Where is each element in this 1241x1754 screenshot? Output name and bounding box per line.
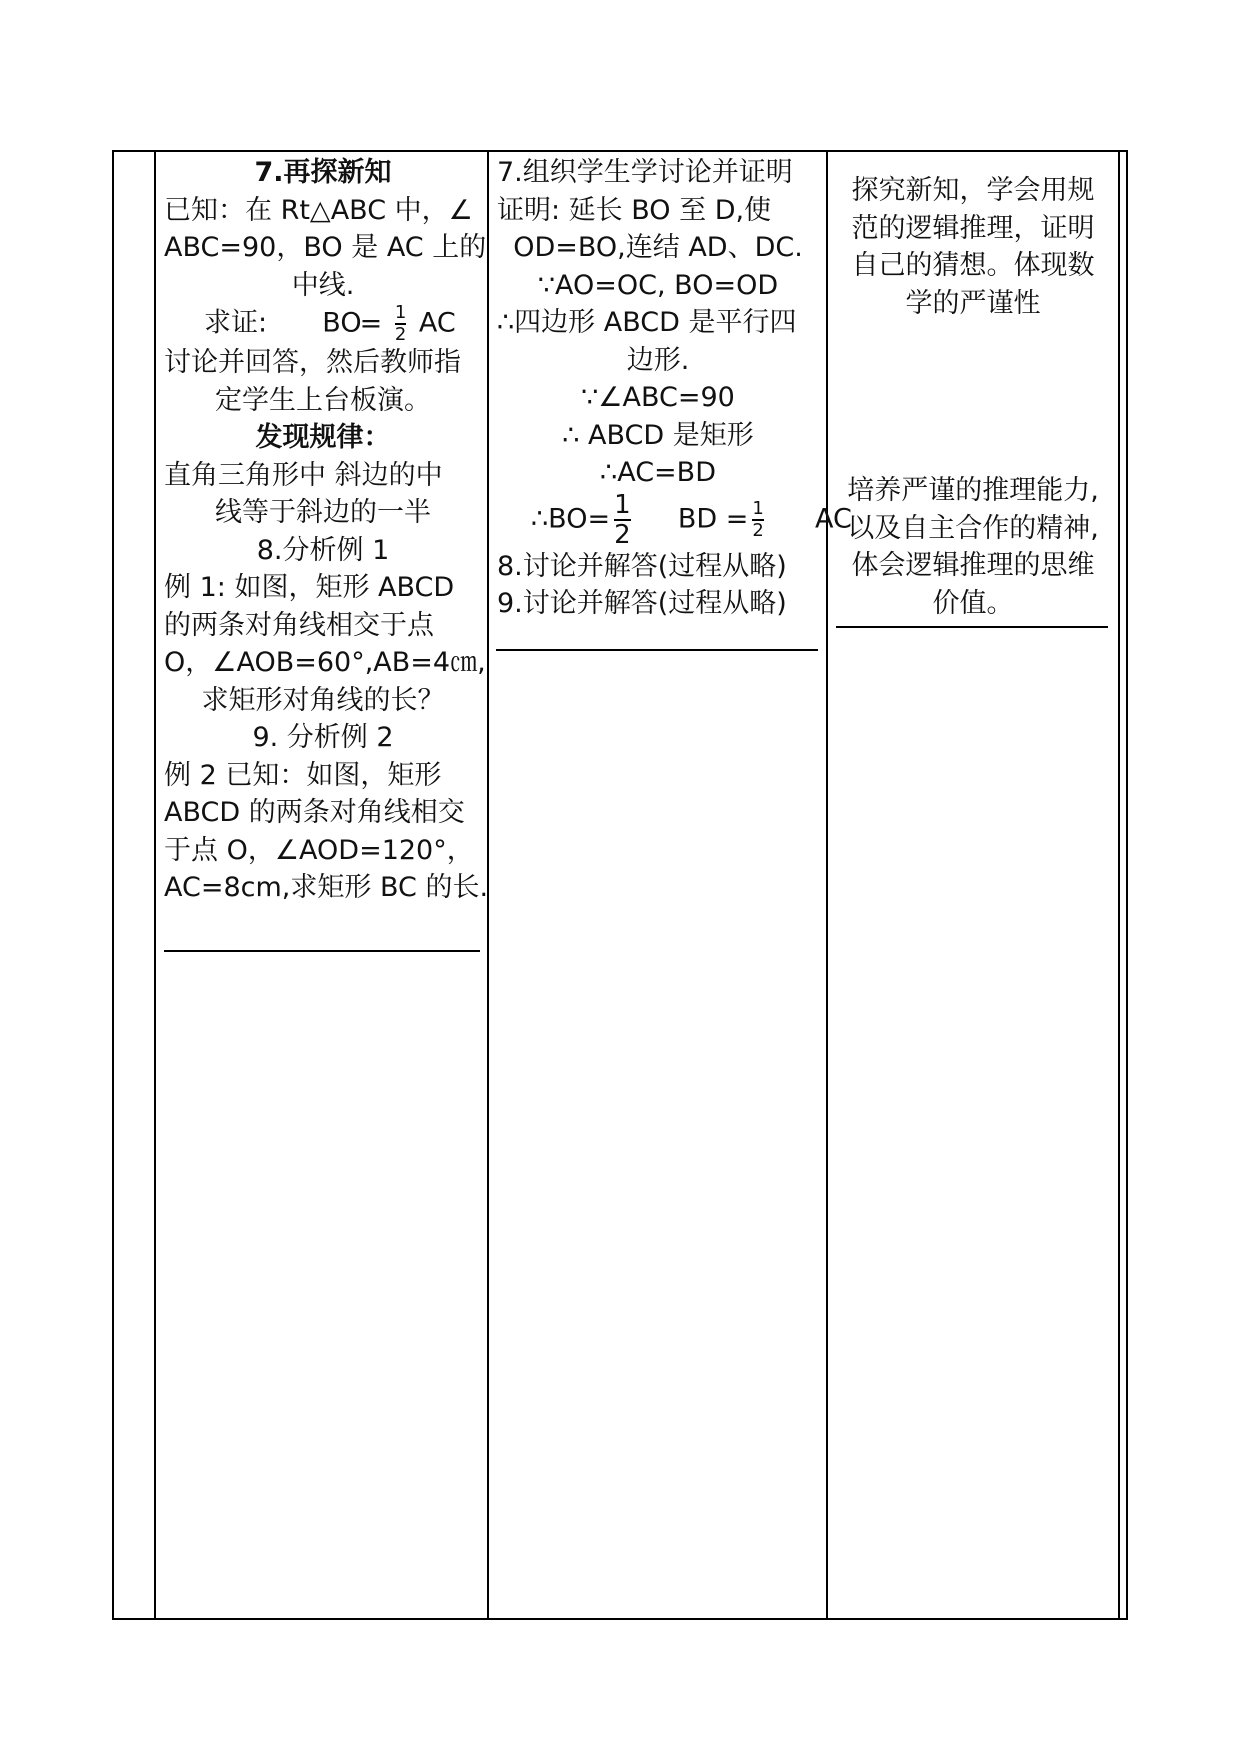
proof-bo: ∴BO= [531, 503, 611, 534]
prove-ac: AC [418, 307, 456, 339]
example-line: 例 2 已知：如图，矩形 [164, 759, 442, 791]
prove-bo: BO [322, 307, 362, 339]
example-line: 于点 O，∠AOD=120°， [164, 834, 474, 866]
intent-line: 培养严谨的推理能力, [847, 475, 1099, 506]
given-line: 中线. [291, 269, 355, 301]
fraction-numerator: 1 [752, 497, 764, 519]
fraction-numerator: 1 [614, 489, 631, 520]
example-line: AC=8cm,求矩形 BC 的长. [164, 872, 489, 903]
proof-line: OD=BO,连结 AD、DC. [513, 232, 803, 263]
discover-heading: 发现规律： [255, 422, 391, 453]
column-divider [826, 152, 828, 1618]
proof-line: ∴AC=BD [600, 457, 716, 488]
fraction-numerator: 1 [394, 302, 407, 323]
example-line: 的两条对角线相交于点 [164, 609, 434, 641]
discuss-line: 定学生上台板演。 [215, 384, 431, 416]
proof-ac: AC [815, 503, 852, 534]
design-intent-cell [836, 172, 1110, 322]
proof-line-fraction [497, 489, 852, 550]
intent-line: 学的严谨性 [905, 287, 1041, 319]
section-rule [164, 950, 480, 952]
proof-line: 8.讨论并解答(过程从略) [497, 550, 787, 582]
intent-line: 以及自主合作的精神, [847, 512, 1099, 544]
example-line: ABCD 的两条对角线相交 [164, 797, 465, 828]
fraction-half [395, 304, 406, 344]
rule-line: 线等于斜边的一半 [215, 497, 431, 528]
fraction-half [752, 497, 764, 541]
lesson-plan-table [112, 150, 1128, 1620]
proof-line: 9.讨论并解答(过程从略) [497, 588, 787, 619]
fraction-denominator: 2 [394, 324, 407, 345]
example-line: 求矩形对角线的长？ [201, 684, 445, 716]
proof-line: 证明: 延长 BO 至 D,使 [497, 194, 772, 226]
teaching-content-cell [164, 154, 489, 907]
design-intent-cell [836, 472, 1110, 622]
discuss-line: 讨论并回答，然后教师指 [164, 347, 461, 378]
fraction-half [614, 489, 631, 550]
column-divider [1118, 152, 1120, 1618]
intent-line: 体会逻辑推理的思维 [851, 550, 1095, 581]
example-heading: 8.分析例 1 [256, 534, 390, 566]
proof-line: ∵AO=OC, BO=OD [537, 269, 779, 301]
prove-line [164, 304, 482, 344]
fraction-denominator: 2 [752, 519, 764, 541]
example-line: 例 1: 如图，矩形 ABCD [164, 572, 455, 603]
teacher-activity-cell [497, 154, 852, 623]
intent-line: 范的逻辑推理，证明 [851, 212, 1095, 244]
prove-prefix: 求证: [204, 307, 268, 339]
intent-line: 自己的猜想。体现数 [851, 250, 1095, 281]
intent-line: 探究新知，学会用规 [851, 175, 1095, 206]
section-heading: 7.再探新知 [254, 157, 392, 188]
proof-line: 7.组织学生学讨论并证明 [497, 157, 793, 188]
given-line: ABC=90，BO 是 AC 上的 [164, 232, 487, 263]
intent-line: 价值。 [932, 587, 1014, 619]
example-line: O，∠AOB=60°,AB=4㎝, [164, 647, 486, 678]
rule-line: 直角三角形中 斜边的中 [164, 459, 443, 491]
proof-line: ∵∠ABC=90 [581, 382, 735, 413]
equals-sign: = [359, 307, 383, 339]
given-line: 已知：在 Rt△ABC 中，∠ [164, 194, 473, 226]
proof-line: 边形. [626, 344, 690, 376]
proof-line: ∴四边形 ABCD 是平行四 [497, 307, 797, 338]
section-rule [496, 649, 818, 651]
example-heading: 9. 分析例 2 [252, 722, 394, 753]
fraction-denominator: 2 [614, 519, 631, 550]
proof-line: ∴ ABCD 是矩形 [562, 419, 754, 451]
column-divider [154, 152, 156, 1618]
proof-bd: BD = [677, 503, 749, 534]
section-rule [836, 626, 1108, 628]
